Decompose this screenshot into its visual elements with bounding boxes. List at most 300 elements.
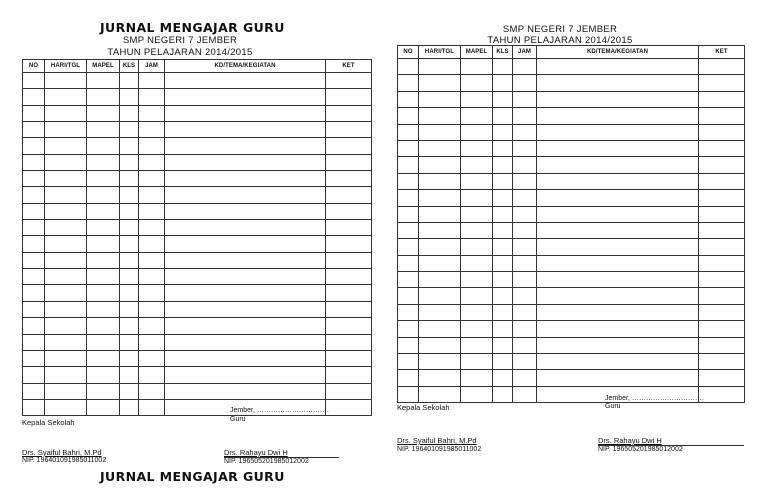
journal-row (398, 206, 745, 222)
journal-cell (513, 124, 537, 140)
journal-cell (419, 370, 461, 386)
journal-cell (419, 75, 461, 91)
journal-cell (165, 318, 326, 334)
journal-cell (120, 301, 139, 317)
journal-cell (120, 203, 139, 219)
journal-cell (398, 190, 419, 206)
journal-cell (419, 272, 461, 288)
journal-cell (513, 370, 537, 386)
journal-cell (461, 386, 493, 402)
journal-cell (398, 91, 419, 107)
journal-cell (398, 321, 419, 337)
journal-cell (139, 73, 165, 89)
journal-cell (699, 288, 745, 304)
journal-cell (461, 91, 493, 107)
journal-cell (326, 105, 372, 121)
col-header-no: NO (23, 60, 45, 73)
journal-row (23, 154, 372, 170)
journal-cell (45, 236, 87, 252)
left-header-row (23, 60, 372, 73)
journal-cell (513, 272, 537, 288)
journal-cell (398, 222, 419, 238)
journal-cell (165, 285, 326, 301)
journal-cell (326, 171, 372, 187)
journal-cell (120, 138, 139, 154)
journal-cell (326, 334, 372, 350)
left-school-name: SMP NEGERI 7 JEMBER (122, 35, 238, 46)
journal-cell (45, 350, 87, 366)
journal-cell (493, 255, 513, 271)
journal-cell (537, 239, 699, 255)
journal-cell (120, 334, 139, 350)
journal-cell (699, 304, 745, 320)
journal-row (398, 272, 745, 288)
next-page-title: JURNAL MENGAJAR GURU (100, 469, 285, 484)
journal-cell (537, 288, 699, 304)
journal-cell (493, 304, 513, 320)
journal-row (23, 105, 372, 121)
left-journal-table (22, 59, 372, 416)
journal-cell (23, 285, 45, 301)
journal-row (398, 91, 745, 107)
journal-cell (165, 171, 326, 187)
journal-cell (326, 285, 372, 301)
journal-cell (23, 334, 45, 350)
journal-row (23, 220, 372, 236)
journal-cell (23, 187, 45, 203)
journal-cell (139, 383, 165, 399)
journal-cell (23, 89, 45, 105)
journal-cell (23, 252, 45, 268)
journal-cell (139, 122, 165, 138)
col-header-subject: MAPEL (461, 46, 493, 59)
journal-cell (326, 89, 372, 105)
journal-cell (419, 173, 461, 189)
journal-row (398, 190, 745, 206)
journal-cell (45, 105, 87, 121)
journal-cell (45, 187, 87, 203)
journal-cell (513, 239, 537, 255)
journal-cell (699, 386, 745, 402)
journal-cell (45, 367, 87, 383)
journal-cell (419, 140, 461, 156)
journal-cell (87, 89, 120, 105)
journal-cell (23, 105, 45, 121)
journal-cell (419, 239, 461, 255)
journal-cell (120, 187, 139, 203)
journal-cell (537, 222, 699, 238)
journal-cell (87, 220, 120, 236)
journal-row (23, 203, 372, 219)
journal-cell (461, 59, 493, 75)
journal-cell (120, 350, 139, 366)
journal-cell (87, 383, 120, 399)
journal-cell (419, 108, 461, 124)
journal-cell (493, 272, 513, 288)
journal-row (23, 73, 372, 89)
journal-cell (165, 269, 326, 285)
journal-cell (139, 89, 165, 105)
journal-cell (493, 370, 513, 386)
journal-cell (699, 190, 745, 206)
journal-cell (165, 383, 326, 399)
journal-cell (537, 59, 699, 75)
col-header-hour: JAM (139, 60, 165, 73)
left-teacher-nip: NIP. 196505201985012002 (224, 458, 309, 465)
journal-cell (165, 138, 326, 154)
journal-cell (120, 285, 139, 301)
journal-cell (493, 190, 513, 206)
journal-cell (537, 272, 699, 288)
journal-cell (419, 206, 461, 222)
col-header-note: KET (326, 60, 372, 73)
journal-cell (537, 190, 699, 206)
journal-cell (120, 236, 139, 252)
journal-cell (537, 124, 699, 140)
left-journal-title: JURNAL MENGAJAR GURU (100, 20, 285, 35)
journal-cell (87, 236, 120, 252)
journal-cell (326, 138, 372, 154)
journal-cell (398, 108, 419, 124)
journal-cell (45, 301, 87, 317)
journal-row (398, 124, 745, 140)
journal-cell (699, 321, 745, 337)
journal-row (23, 350, 372, 366)
journal-row (398, 222, 745, 238)
right-journal-table (397, 45, 745, 403)
journal-cell (23, 383, 45, 399)
journal-cell (87, 105, 120, 121)
journal-cell (326, 236, 372, 252)
journal-cell (493, 124, 513, 140)
journal-row (23, 334, 372, 350)
journal-cell (120, 318, 139, 334)
journal-cell (461, 157, 493, 173)
journal-cell (513, 321, 537, 337)
journal-cell (493, 75, 513, 91)
journal-cell (513, 304, 537, 320)
journal-cell (87, 187, 120, 203)
journal-cell (419, 304, 461, 320)
journal-cell (326, 350, 372, 366)
journal-row (398, 288, 745, 304)
journal-row (398, 255, 745, 271)
journal-cell (165, 89, 326, 105)
journal-cell (699, 206, 745, 222)
journal-cell (493, 140, 513, 156)
journal-cell (23, 73, 45, 89)
journal-cell (45, 154, 87, 170)
journal-row (398, 304, 745, 320)
journal-cell (87, 367, 120, 383)
right-role-head: Kepala Sekolah (397, 403, 450, 412)
journal-cell (537, 75, 699, 91)
journal-cell (537, 354, 699, 370)
journal-cell (139, 334, 165, 350)
journal-cell (537, 206, 699, 222)
journal-cell (139, 236, 165, 252)
col-header-day-date: HARI/TGL (419, 46, 461, 59)
journal-row (23, 252, 372, 268)
journal-cell (139, 203, 165, 219)
left-head-nip: NIP. 196401091985011002 (22, 457, 107, 464)
journal-cell (326, 367, 372, 383)
journal-cell (513, 140, 537, 156)
journal-row (398, 354, 745, 370)
right-academic-year: TAHUN PELAJARAN 2014/2015 (487, 35, 633, 46)
journal-cell (120, 383, 139, 399)
journal-cell (513, 337, 537, 353)
journal-cell (699, 75, 745, 91)
journal-cell (120, 122, 139, 138)
journal-row (398, 59, 745, 75)
journal-cell (326, 269, 372, 285)
journal-cell (419, 386, 461, 402)
journal-cell (45, 73, 87, 89)
journal-cell (45, 285, 87, 301)
journal-cell (45, 252, 87, 268)
journal-cell (493, 157, 513, 173)
journal-cell (537, 370, 699, 386)
journal-cell (23, 122, 45, 138)
journal-cell (120, 220, 139, 236)
journal-cell (326, 383, 372, 399)
journal-cell (493, 222, 513, 238)
journal-row (398, 239, 745, 255)
journal-cell (326, 122, 372, 138)
journal-cell (45, 203, 87, 219)
journal-row (23, 89, 372, 105)
right-role-teacher: Guru (605, 403, 621, 410)
journal-cell (493, 288, 513, 304)
journal-cell (493, 91, 513, 107)
journal-cell (87, 350, 120, 366)
journal-cell (699, 140, 745, 156)
journal-cell (699, 222, 745, 238)
journal-cell (513, 386, 537, 402)
journal-row (23, 269, 372, 285)
journal-cell (165, 105, 326, 121)
journal-cell (139, 220, 165, 236)
journal-cell (139, 105, 165, 121)
journal-cell (326, 318, 372, 334)
journal-row (398, 370, 745, 386)
journal-cell (699, 272, 745, 288)
journal-cell (461, 140, 493, 156)
journal-row (23, 367, 372, 383)
journal-cell (419, 354, 461, 370)
journal-cell (120, 252, 139, 268)
journal-cell (23, 171, 45, 187)
journal-cell (326, 301, 372, 317)
journal-cell (493, 59, 513, 75)
right-teacher-name: Drs. Rahayu Dwi H (598, 436, 662, 445)
journal-cell (87, 122, 120, 138)
journal-cell (493, 321, 513, 337)
journal-cell (537, 173, 699, 189)
journal-cell (419, 288, 461, 304)
journal-cell (326, 73, 372, 89)
journal-cell (23, 138, 45, 154)
journal-cell (461, 124, 493, 140)
col-header-hour: JAM (513, 46, 537, 59)
journal-cell (139, 252, 165, 268)
journal-cell (165, 236, 326, 252)
journal-cell (493, 337, 513, 353)
left-place-date: Jember, …………………………. (230, 407, 329, 414)
journal-cell (326, 399, 372, 415)
col-header-activity: KD/TEMA/KEGIATAN (537, 46, 699, 59)
journal-cell (45, 269, 87, 285)
journal-cell (45, 334, 87, 350)
journal-cell (45, 383, 87, 399)
journal-cell (87, 252, 120, 268)
left-head-name: Drs. Syaiful Bahri, M.Pd (22, 448, 102, 457)
journal-cell (699, 108, 745, 124)
journal-cell (326, 220, 372, 236)
journal-cell (419, 321, 461, 337)
left-role-head: Kepala Sekolah (22, 418, 75, 427)
journal-row (398, 108, 745, 124)
journal-cell (120, 399, 139, 415)
journal-cell (419, 124, 461, 140)
col-header-activity: KD/TEMA/KEGIATAN (165, 60, 326, 73)
journal-cell (45, 171, 87, 187)
journal-cell (139, 350, 165, 366)
journal-cell (165, 220, 326, 236)
journal-cell (461, 255, 493, 271)
journal-cell (461, 321, 493, 337)
left-academic-year: TAHUN PELAJARAN 2014/2015 (107, 47, 253, 58)
journal-cell (398, 140, 419, 156)
journal-cell (165, 334, 326, 350)
journal-cell (120, 367, 139, 383)
journal-row (23, 285, 372, 301)
journal-cell (699, 91, 745, 107)
journal-cell (165, 350, 326, 366)
journal-cell (537, 337, 699, 353)
right-place-date: Jember, …………………………. (605, 395, 704, 402)
journal-cell (419, 59, 461, 75)
journal-cell (513, 91, 537, 107)
journal-cell (45, 220, 87, 236)
journal-cell (398, 288, 419, 304)
journal-cell (419, 91, 461, 107)
journal-cell (139, 187, 165, 203)
col-header-class: KLS (120, 60, 139, 73)
journal-cell (699, 354, 745, 370)
journal-cell (493, 239, 513, 255)
journal-cell (461, 75, 493, 91)
journal-cell (139, 301, 165, 317)
journal-cell (537, 255, 699, 271)
journal-cell (493, 206, 513, 222)
journal-cell (537, 304, 699, 320)
journal-cell (461, 304, 493, 320)
journal-cell (513, 288, 537, 304)
journal-cell (23, 318, 45, 334)
journal-cell (419, 190, 461, 206)
journal-cell (165, 252, 326, 268)
journal-cell (120, 269, 139, 285)
journal-cell (45, 399, 87, 415)
journal-row (23, 187, 372, 203)
journal-cell (165, 187, 326, 203)
journal-cell (45, 89, 87, 105)
right-teacher-nip: NIP. 196505201985012002 (598, 446, 683, 453)
journal-cell (513, 75, 537, 91)
journal-row (23, 138, 372, 154)
journal-cell (398, 304, 419, 320)
journal-cell (87, 318, 120, 334)
journal-cell (461, 206, 493, 222)
journal-row (398, 173, 745, 189)
journal-cell (699, 239, 745, 255)
journal-cell (513, 190, 537, 206)
journal-cell (120, 105, 139, 121)
journal-cell (87, 334, 120, 350)
journal-cell (87, 301, 120, 317)
journal-cell (139, 154, 165, 170)
journal-cell (87, 285, 120, 301)
journal-cell (139, 269, 165, 285)
journal-cell (493, 173, 513, 189)
journal-row (23, 318, 372, 334)
journal-cell (23, 367, 45, 383)
journal-cell (699, 337, 745, 353)
journal-cell (398, 59, 419, 75)
journal-cell (419, 337, 461, 353)
journal-cell (165, 122, 326, 138)
journal-cell (537, 321, 699, 337)
journal-cell (23, 154, 45, 170)
journal-cell (699, 370, 745, 386)
journal-cell (461, 354, 493, 370)
journal-cell (23, 399, 45, 415)
journal-cell (23, 203, 45, 219)
journal-cell (139, 318, 165, 334)
journal-cell (419, 222, 461, 238)
journal-cell (45, 122, 87, 138)
journal-cell (398, 386, 419, 402)
journal-row (23, 301, 372, 317)
journal-cell (326, 252, 372, 268)
journal-cell (513, 108, 537, 124)
journal-cell (398, 75, 419, 91)
right-header-row (398, 46, 745, 59)
journal-row (398, 337, 745, 353)
col-header-note: KET (699, 46, 745, 59)
journal-row (398, 140, 745, 156)
left-teacher-name: Drs. Rahayu Dwi H (224, 448, 288, 457)
journal-cell (398, 354, 419, 370)
journal-cell (165, 203, 326, 219)
journal-cell (165, 73, 326, 89)
journal-cell (461, 272, 493, 288)
journal-cell (493, 108, 513, 124)
journal-cell (87, 269, 120, 285)
col-header-no: NO (398, 46, 419, 59)
journal-cell (165, 367, 326, 383)
journal-cell (398, 173, 419, 189)
journal-cell (461, 173, 493, 189)
journal-cell (513, 173, 537, 189)
journal-cell (87, 171, 120, 187)
journal-cell (513, 206, 537, 222)
journal-cell (139, 171, 165, 187)
journal-cell (699, 173, 745, 189)
col-header-class: KLS (493, 46, 513, 59)
